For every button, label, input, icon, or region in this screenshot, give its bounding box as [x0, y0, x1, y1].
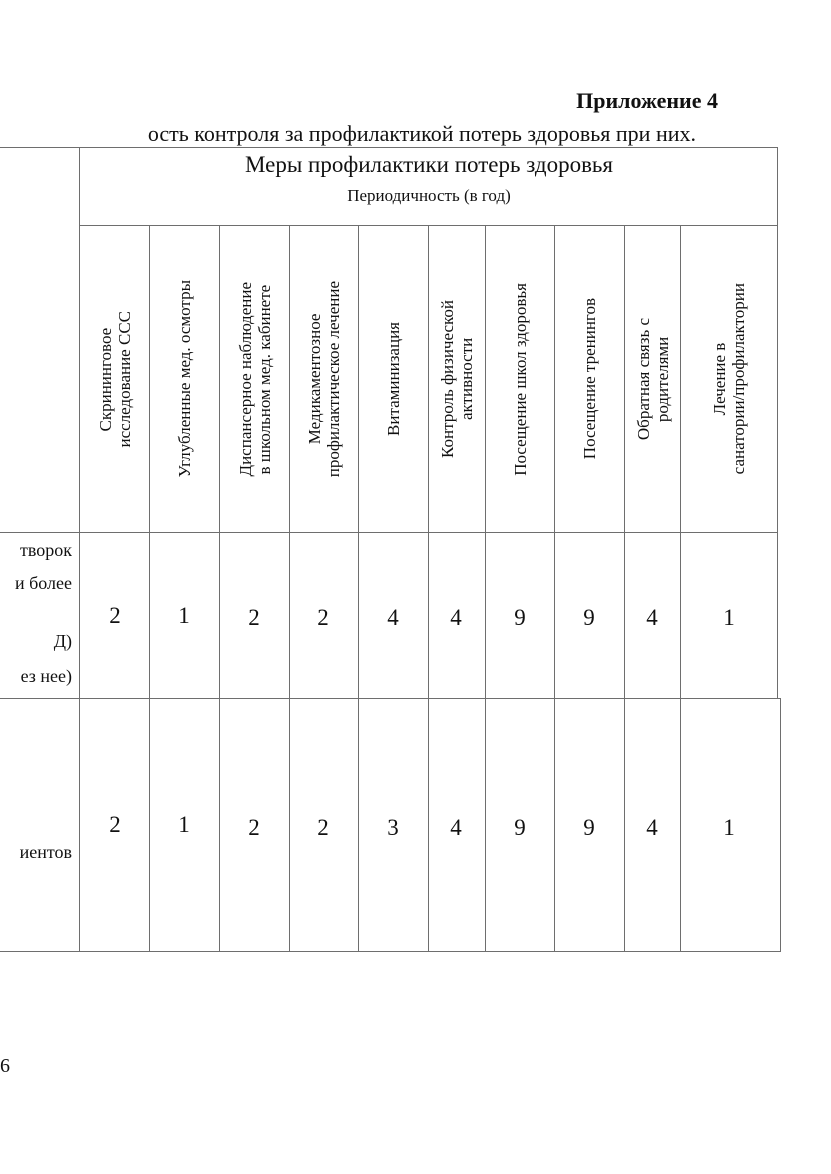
- column-header-trainings: [555, 229, 624, 529]
- table-cell: 4: [646, 815, 658, 840]
- table-cell: 4: [450, 815, 462, 840]
- column-header-parent-feedback: [625, 229, 680, 529]
- column-header-line: активности: [457, 337, 476, 421]
- group-header-subtitle: Периодичность (в год): [347, 186, 511, 205]
- table-cell: 4: [646, 605, 658, 630]
- column-header-line: в школьном мед. кабинете: [254, 284, 274, 474]
- header-bottom-border: [0, 532, 778, 533]
- row-label-line: творок: [20, 540, 72, 560]
- column-header-line: Углубленные мед. осмотры: [175, 280, 194, 478]
- table-right-border: [777, 147, 778, 699]
- column-header-line: Обратная связь с: [633, 317, 653, 441]
- column-header-line: профилактическое лечение: [324, 280, 343, 478]
- table-cell: 1: [723, 605, 735, 630]
- table-cell: 1: [723, 815, 735, 840]
- column-header-checkups: [150, 229, 219, 529]
- column-header-dispensary: [220, 229, 289, 529]
- column-header-sanatorium: [681, 229, 777, 529]
- column-header-health-schools: [486, 229, 554, 529]
- appendix-title: Приложение 4: [576, 88, 718, 113]
- table-cell: 9: [514, 815, 526, 840]
- row-label-line: иентов: [19, 842, 72, 862]
- table-cell: 2: [248, 815, 260, 840]
- row-label-line: и более: [14, 573, 72, 593]
- table-cell: 9: [514, 605, 526, 630]
- column-header-line: Лечение в: [710, 342, 729, 416]
- column-header-line: Посещение школ здоровья: [510, 282, 530, 476]
- column-header-line: Витаминизация: [384, 322, 403, 436]
- column-header-line: Посещение тренингов: [580, 298, 599, 460]
- column-header-line: исследование ССС: [114, 310, 134, 448]
- table-cell: 1: [178, 812, 190, 837]
- table-cell: 4: [450, 605, 462, 630]
- row-label-line: ез нее): [20, 666, 72, 686]
- column-header-activity: [429, 229, 485, 529]
- page-number: 6: [0, 1055, 10, 1077]
- table-right-border-lower: [780, 698, 781, 952]
- table-cell: 9: [583, 605, 595, 630]
- column-header-medication: [290, 229, 358, 529]
- column-header-line: Скрининговое: [95, 327, 115, 431]
- table-cell: 2: [109, 603, 121, 628]
- table-cell: 4: [387, 605, 399, 630]
- column-header-line: Диспансерное наблюдение: [235, 281, 255, 477]
- table-cell: 2: [248, 605, 260, 630]
- table-cell: 3: [387, 815, 399, 840]
- table-top-border: [0, 147, 778, 148]
- row-divider: [0, 698, 781, 699]
- table-cell: 1: [178, 603, 190, 628]
- column-header-line: санатории/профилактории: [729, 283, 748, 475]
- table-bottom-border: [0, 951, 781, 952]
- table-cell: 2: [317, 815, 329, 840]
- table-cell: 9: [583, 815, 595, 840]
- column-header-line: Контроль физической: [438, 300, 457, 458]
- row-label-line: Д): [53, 631, 72, 651]
- column-header-screening: [80, 229, 149, 529]
- column-header-vitamins: [359, 229, 428, 529]
- table-caption-text: ость контроля за профилактикой потерь здоровья при них.: [147, 121, 696, 146]
- column-header-line: родителями: [652, 336, 672, 422]
- table-cell: 2: [109, 812, 121, 837]
- column-header-line: Медикаментозное: [305, 313, 324, 445]
- group-header-title: Меры профилактики потерь здоровья: [244, 152, 614, 177]
- table-cell: 2: [317, 605, 329, 630]
